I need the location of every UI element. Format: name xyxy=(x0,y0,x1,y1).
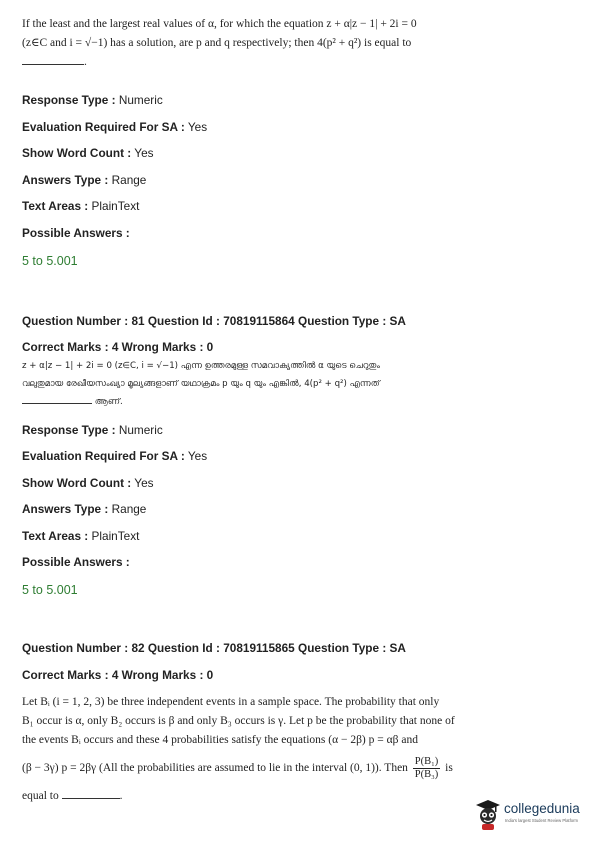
q82-question-text xyxy=(22,693,474,806)
answer-blank xyxy=(22,394,92,404)
q81-answers-type: Answers Type : Range xyxy=(22,502,147,516)
prev-show-word-count: Show Word Count : Yes xyxy=(22,146,154,160)
graduate-mascot-icon xyxy=(474,797,502,831)
q82-line-1: Let Bᵢ (i = 1, 2, 3) be three independent events in a sample space. The probability that only xyxy=(22,696,440,708)
probability-ratio-fraction: $\frac{\text{P(B₁)}}{\text{P(B₃)}}$ xyxy=(414,756,439,780)
q81-possible-answers-label: Possible Answers : xyxy=(22,555,130,569)
prev-possible-answers-label: Possible Answers : xyxy=(22,226,130,240)
q81-marks: Correct Marks : 4 Wrong Marks : 0 xyxy=(22,340,214,354)
q81-text-areas: Text Areas : PlainText xyxy=(22,529,140,543)
q81-possible-answer-value: 5 to 5.001 xyxy=(22,583,78,597)
prev-possible-answer-value: 5 to 5.001 xyxy=(22,254,78,268)
q82-line-4: (β − 3γ) p = 2βγ (All the probabilities are assumed to lie in the interval (0, 1)). Then $\frac{\text{P(B₁)}}{\text{P(B₃)}}$ is xyxy=(22,756,453,780)
prev-question-line-1: If the least and the largest real values of α, for which the equation z + α|z − 1| + 2i = 0 xyxy=(22,18,417,30)
prev-text-areas: Text Areas : PlainText xyxy=(22,199,140,213)
answer-blank xyxy=(22,55,84,65)
prev-response-type: Response Type : Numeric xyxy=(22,93,163,107)
q81-response-type: Response Type : Numeric xyxy=(22,423,163,437)
logo-tagline: India's largest Student Review Platform xyxy=(505,818,578,823)
q82-line-2: B₁ occur is α, only B₂ occurs is β and only B₃ occurs is γ. Let p be the probability that none of xyxy=(22,715,455,727)
q81-header: Question Number : 81 Question Id : 70819115864 Question Type : SA xyxy=(22,314,406,328)
q82-header: Question Number : 82 Question Id : 70819115865 Question Type : SA xyxy=(22,641,406,655)
q82-marks: Correct Marks : 4 Wrong Marks : 0 xyxy=(22,668,214,682)
answer-blank xyxy=(62,789,120,799)
prev-eval-required: Evaluation Required For SA : Yes xyxy=(22,120,208,134)
prev-answers-type: Answers Type : Range xyxy=(22,173,147,187)
q82-line-5: equal to . xyxy=(22,790,123,802)
q82-line-3: the events Bᵢ occurs and these 4 probabilities satisfy the equations (α − 2β) p = αβ and xyxy=(22,734,418,746)
prev-question-text xyxy=(22,15,472,72)
q81-eval-required: Evaluation Required For SA : Yes xyxy=(22,449,208,463)
prev-question-line-3: . xyxy=(22,53,472,72)
q81-line-2: വലുതുമായ രേഖീയസംഖ്യാ മൂല്യങ്ങളാണ് യഥാക്രമം p യും q യും എങ്കിൽ, 4(p² + q²) എന്നത് xyxy=(22,379,380,389)
q81-question-text xyxy=(22,357,472,411)
prev-question-line-2: (z∈C and i = √−1) has a solution, are p and q respectively; then 4(p² + q²) is equal to xyxy=(22,37,412,49)
q81-show-word-count: Show Word Count : Yes xyxy=(22,476,154,490)
q81-line-3: ആണ്. xyxy=(22,393,472,411)
q81-line-1: z + α|z − 1| + 2i = 0 (z∈C, i = √−1) എന്ന ഉത്തരമുള്ള സമവാക്യത്തിൽ α യുടെ ചെറുതും xyxy=(22,361,381,371)
collegedunia-logo xyxy=(474,797,586,833)
logo-wordmark: collegedunia xyxy=(504,801,580,816)
